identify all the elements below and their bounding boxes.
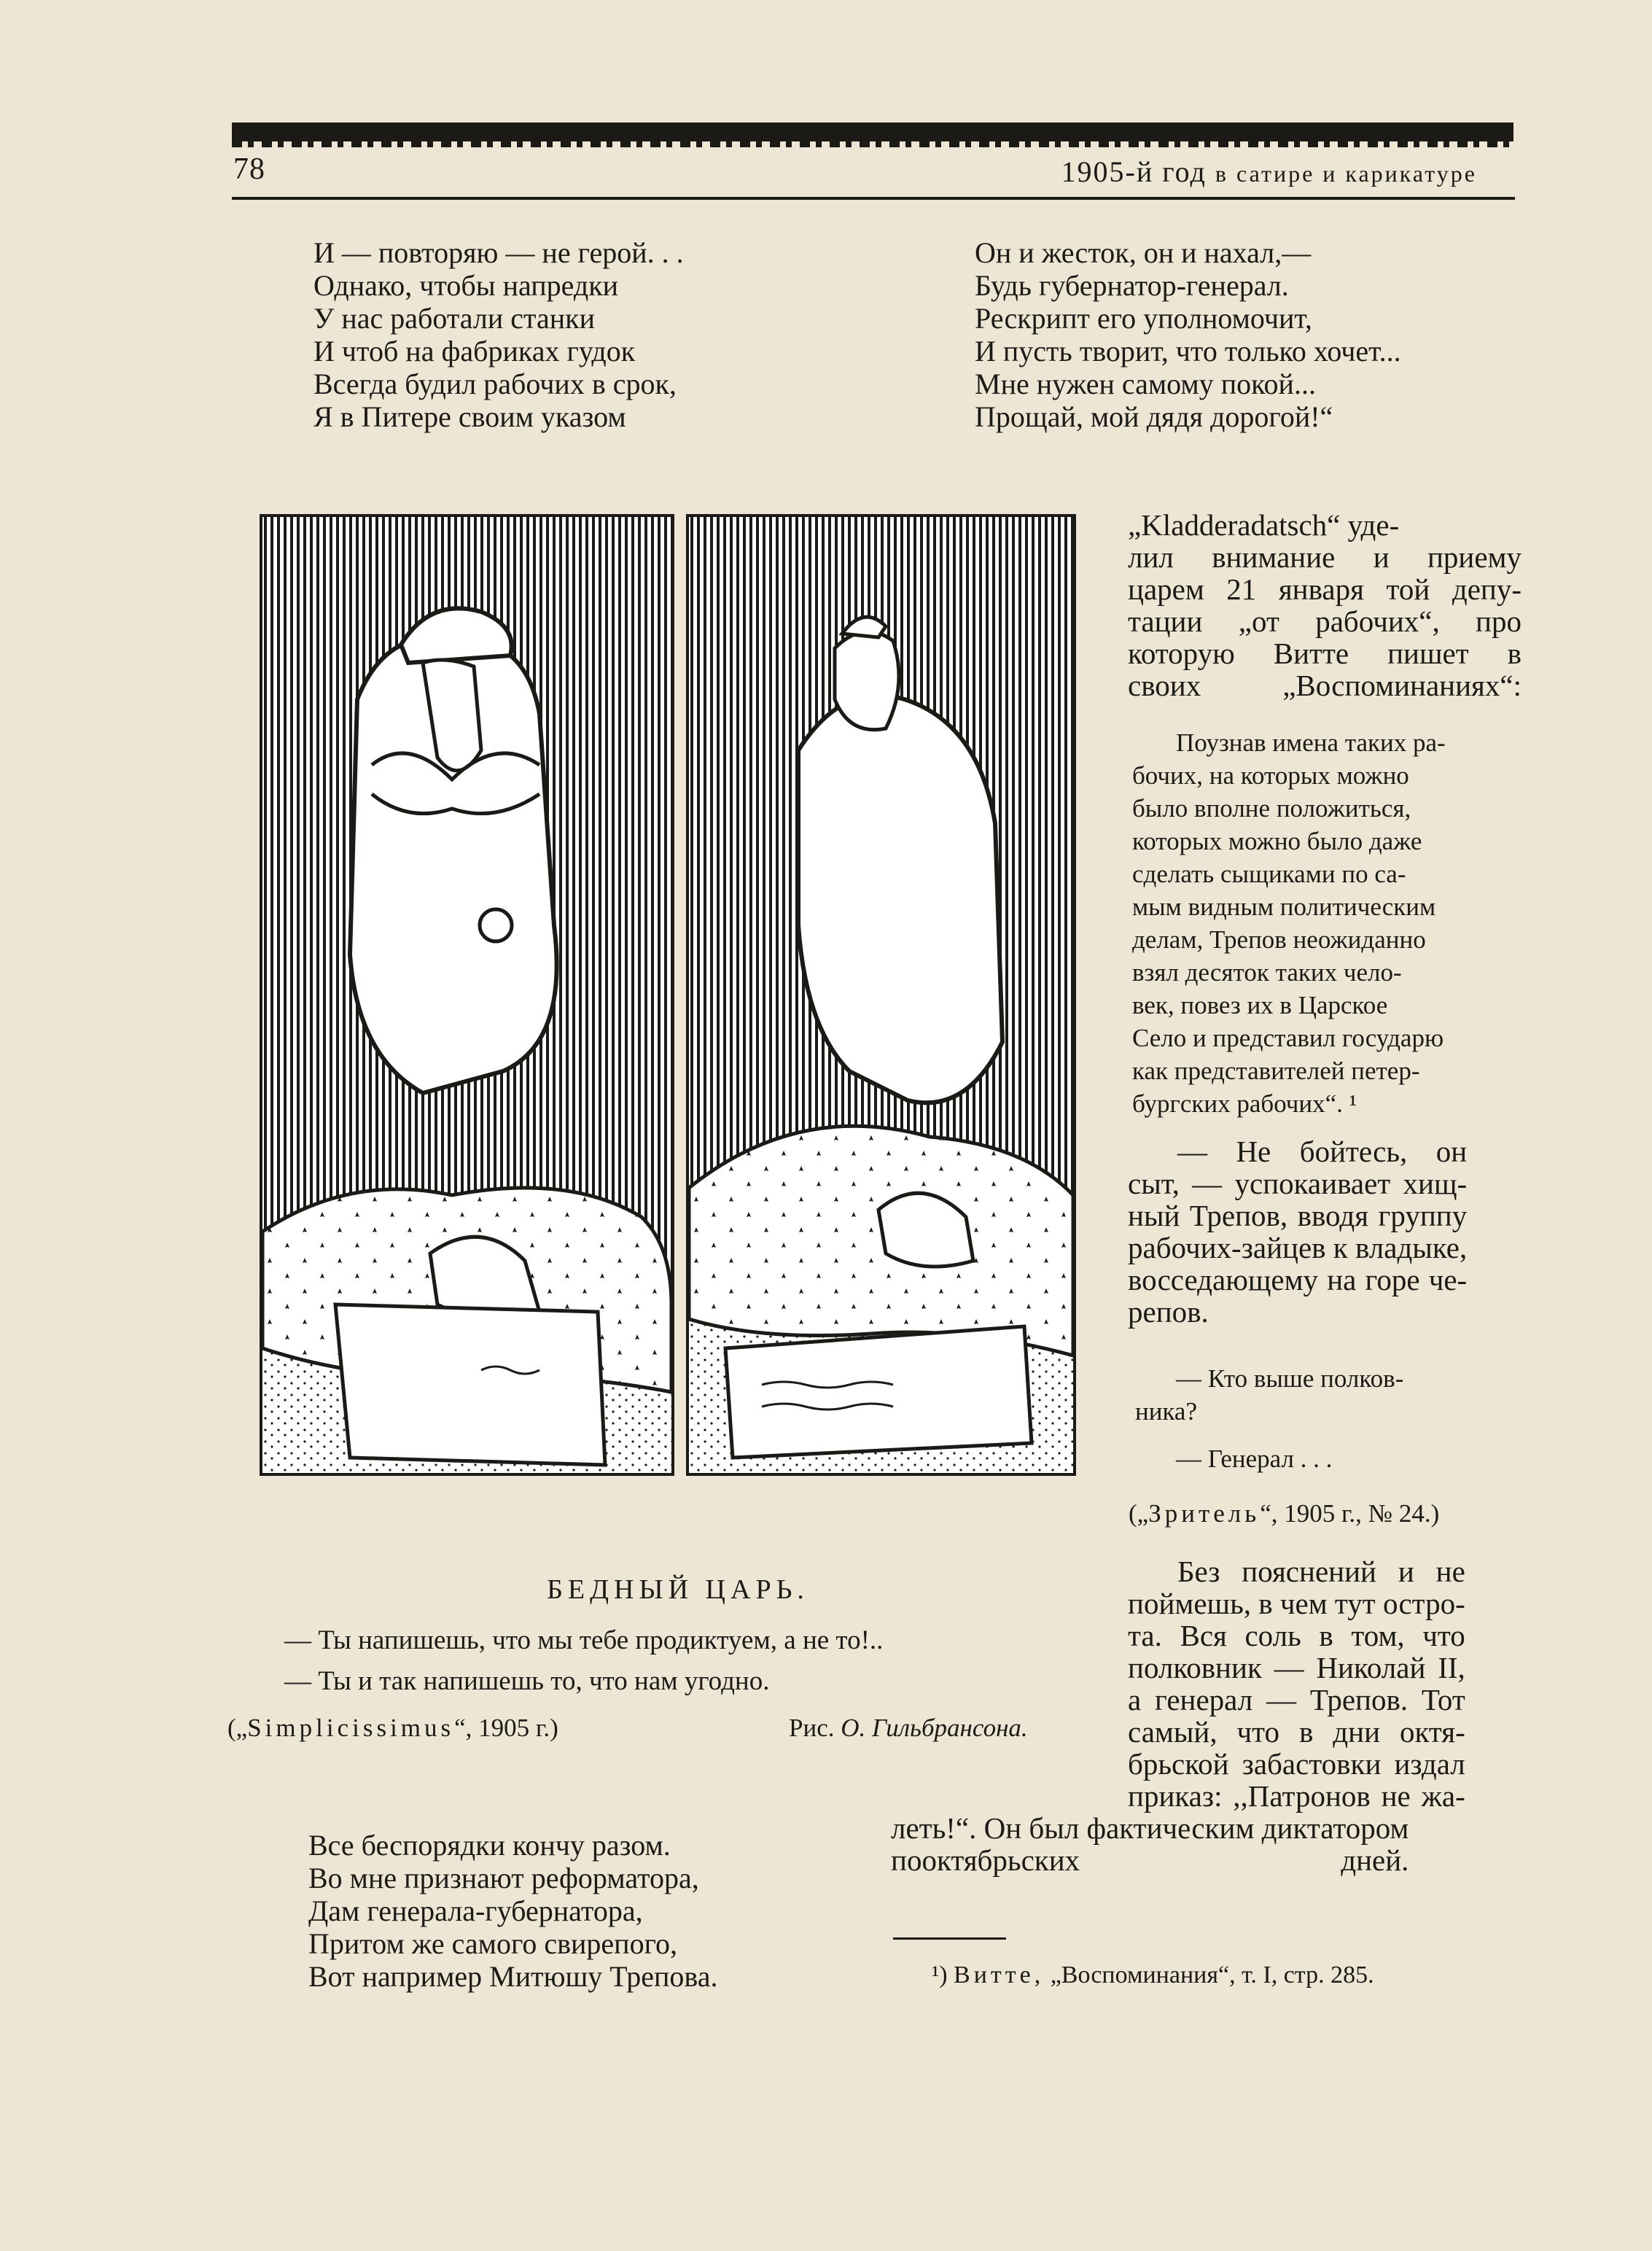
quote-line: сделать сыщиками по са-: [1132, 860, 1406, 888]
trepov-head: [835, 631, 899, 730]
cartoon-panel-right: [686, 514, 1076, 1476]
dialogue-line: — Генерал . . .: [1176, 1445, 1333, 1473]
footnote: [932, 1962, 1374, 1989]
text-line: ный Трепов, вводя группу: [1128, 1199, 1468, 1232]
quote-line: взял десяток таких чело-: [1132, 958, 1402, 987]
verse-line: Всегда будил рабочих в срок,: [313, 368, 677, 400]
cartoon-title: БЕДНЫЙ ЦАРЬ.: [547, 1574, 809, 1605]
verse-line: Дам генерала-губернатора,: [308, 1894, 643, 1927]
caption-line: — Ты и так напишешь то, что нам угодно.: [284, 1666, 770, 1696]
text-line: рабочих-зайцев к владыке,: [1128, 1231, 1468, 1264]
cartoon-credit: [789, 1714, 1028, 1743]
text-line: пооктябрьских дней.: [891, 1843, 1409, 1877]
witte-quote: [1132, 726, 1446, 1120]
quote-line: которых можно было даже: [1132, 827, 1422, 855]
text-line: лил внимание и приему: [1128, 540, 1522, 574]
verse-line: И пусть творит, что только хочет...: [975, 335, 1401, 368]
verse-line: И чтоб на фабриках гудок: [313, 335, 636, 368]
text-line: та. Вся соль в том, что: [1128, 1619, 1465, 1652]
verse-line: У нас работали станки: [313, 302, 595, 335]
column-paragraph-2: [1128, 1135, 1467, 1328]
text-line: „Kladderadatsch“ уде-: [1128, 508, 1400, 542]
footnote-text: „Воспоминания“, т. I, стр. 285.: [1050, 1962, 1374, 1988]
column-paragraph-1: [1128, 509, 1522, 701]
source-journal: Simplicissimus: [247, 1714, 455, 1742]
header-bar: [232, 123, 1513, 141]
text-line: тации „от рабочих“, про: [1128, 604, 1522, 638]
quote-line: делам, Трепов неожиданно: [1132, 925, 1426, 954]
cartoon-trepov-and-tsar: [689, 517, 1073, 1473]
header-rule: [232, 197, 1515, 200]
caption-line: — Ты напишешь, что мы тебе продиктуем, а не то!..: [284, 1625, 884, 1655]
credit-prefix: Рис.: [789, 1714, 835, 1742]
quote-line: было вполне положиться,: [1132, 794, 1411, 823]
text-line: а генерал — Трепов. Тот: [1128, 1683, 1465, 1717]
text-line: восседающему на горе че-: [1128, 1263, 1468, 1296]
cartoon-panel-left: [260, 514, 674, 1476]
source-close: “, 1905 г.): [454, 1714, 558, 1742]
text-line: поймешь, в чем тут остро-: [1128, 1587, 1465, 1620]
text-line: полковник — Николай II,: [1128, 1651, 1465, 1684]
verse-line: Во мне признают реформатора,: [308, 1862, 699, 1894]
text-line: самый, что в дни октя-: [1128, 1715, 1465, 1749]
quote-line: век, повез их в Царское: [1132, 991, 1388, 1019]
verse-line: Притом же самого свирепого,: [308, 1927, 677, 1960]
source-open: („: [227, 1714, 248, 1742]
verse-line: И — повторяю — не герой. . .: [313, 236, 684, 269]
credit-artist: О. Гильбрансона.: [841, 1714, 1028, 1742]
page-number: 78: [233, 152, 265, 186]
dialogue-line: ника?: [1135, 1397, 1198, 1426]
order-star: [480, 909, 512, 941]
zritel-source: [1129, 1499, 1439, 1528]
verse-line: Рескрипт его уполномочит,: [975, 302, 1312, 335]
verse-line: Будь губернатор-генерал.: [975, 269, 1289, 302]
verse-line: Все беспорядки кончу разом.: [308, 1829, 671, 1862]
top-verse-right: [975, 236, 1401, 433]
column-paragraph-3-tail: [891, 1812, 1409, 1876]
footnote-rule: [893, 1937, 1006, 1940]
cartoon-source: [227, 1714, 558, 1743]
zritel-dialogue: [1135, 1362, 1403, 1475]
footnote-author: Витте,: [954, 1962, 1045, 1988]
text-line: леть!“. Он был фактическим диктатором: [891, 1811, 1409, 1845]
trepov-body: [798, 695, 1002, 1103]
text-line: которую Витте пишет в: [1128, 637, 1522, 670]
verse-line: Прощай, мой дядя дорогой!“: [975, 400, 1333, 433]
footnote-marker: ¹): [932, 1962, 948, 1988]
quote-line: как представителей петер-: [1132, 1057, 1420, 1085]
verse-line: Мне нужен самому покой...: [975, 368, 1316, 400]
dialogue-line: — Кто выше полков-: [1176, 1364, 1404, 1393]
running-title: [1061, 155, 1477, 189]
top-verse-left: [313, 236, 684, 433]
source-journal: Зритель: [1148, 1499, 1261, 1528]
text-line: царем 21 января той депу-: [1128, 572, 1522, 606]
ermine-mantle: [689, 1126, 1073, 1356]
text-line: — Не бойтесь, он: [1177, 1135, 1468, 1168]
text-line: брьской забастовки издал: [1128, 1747, 1465, 1781]
paper-sheet: [725, 1326, 1032, 1458]
source-close: “, 1905 г., № 24.): [1260, 1499, 1440, 1528]
quote-line: бургских рабочих“. ¹: [1132, 1089, 1357, 1118]
caption-dialog: [284, 1620, 883, 1702]
text-line: сыт, — успокаивает хищ-: [1128, 1167, 1468, 1200]
cartoon-general-and-tsar: [262, 517, 671, 1473]
column-paragraph-3: [1128, 1555, 1465, 1812]
verse-line: Однако, чтобы напредки: [313, 269, 619, 302]
quote-line: Село и представил государю: [1132, 1024, 1444, 1052]
running-title-rest: в сатире и карикатуре: [1215, 160, 1477, 187]
quote-line: бочих, на которых можно: [1132, 761, 1409, 790]
source-open: („: [1129, 1499, 1149, 1528]
verse-line: Он и жесток, он и нахал,—: [975, 236, 1312, 269]
text-line: репов.: [1128, 1295, 1209, 1329]
bottom-verse: [308, 1829, 717, 1993]
verse-line: Я в Питере своим указом: [313, 400, 626, 433]
text-line: приказ: ,,Патронов не жа-: [1128, 1779, 1465, 1813]
quote-line: мым видным политическим: [1132, 893, 1436, 921]
header-bar-edge: [232, 140, 1513, 147]
verse-line: Вот например Митюшу Трепова.: [308, 1960, 718, 1993]
text-line: своих „Воспоминаниях“:: [1128, 669, 1522, 702]
paper-sheet: [335, 1305, 605, 1465]
quote-line: Поузнав имена таких ра-: [1176, 728, 1446, 757]
text-line: Без пояснений и не: [1177, 1555, 1465, 1588]
running-title-year: 1905-й год: [1061, 155, 1207, 188]
